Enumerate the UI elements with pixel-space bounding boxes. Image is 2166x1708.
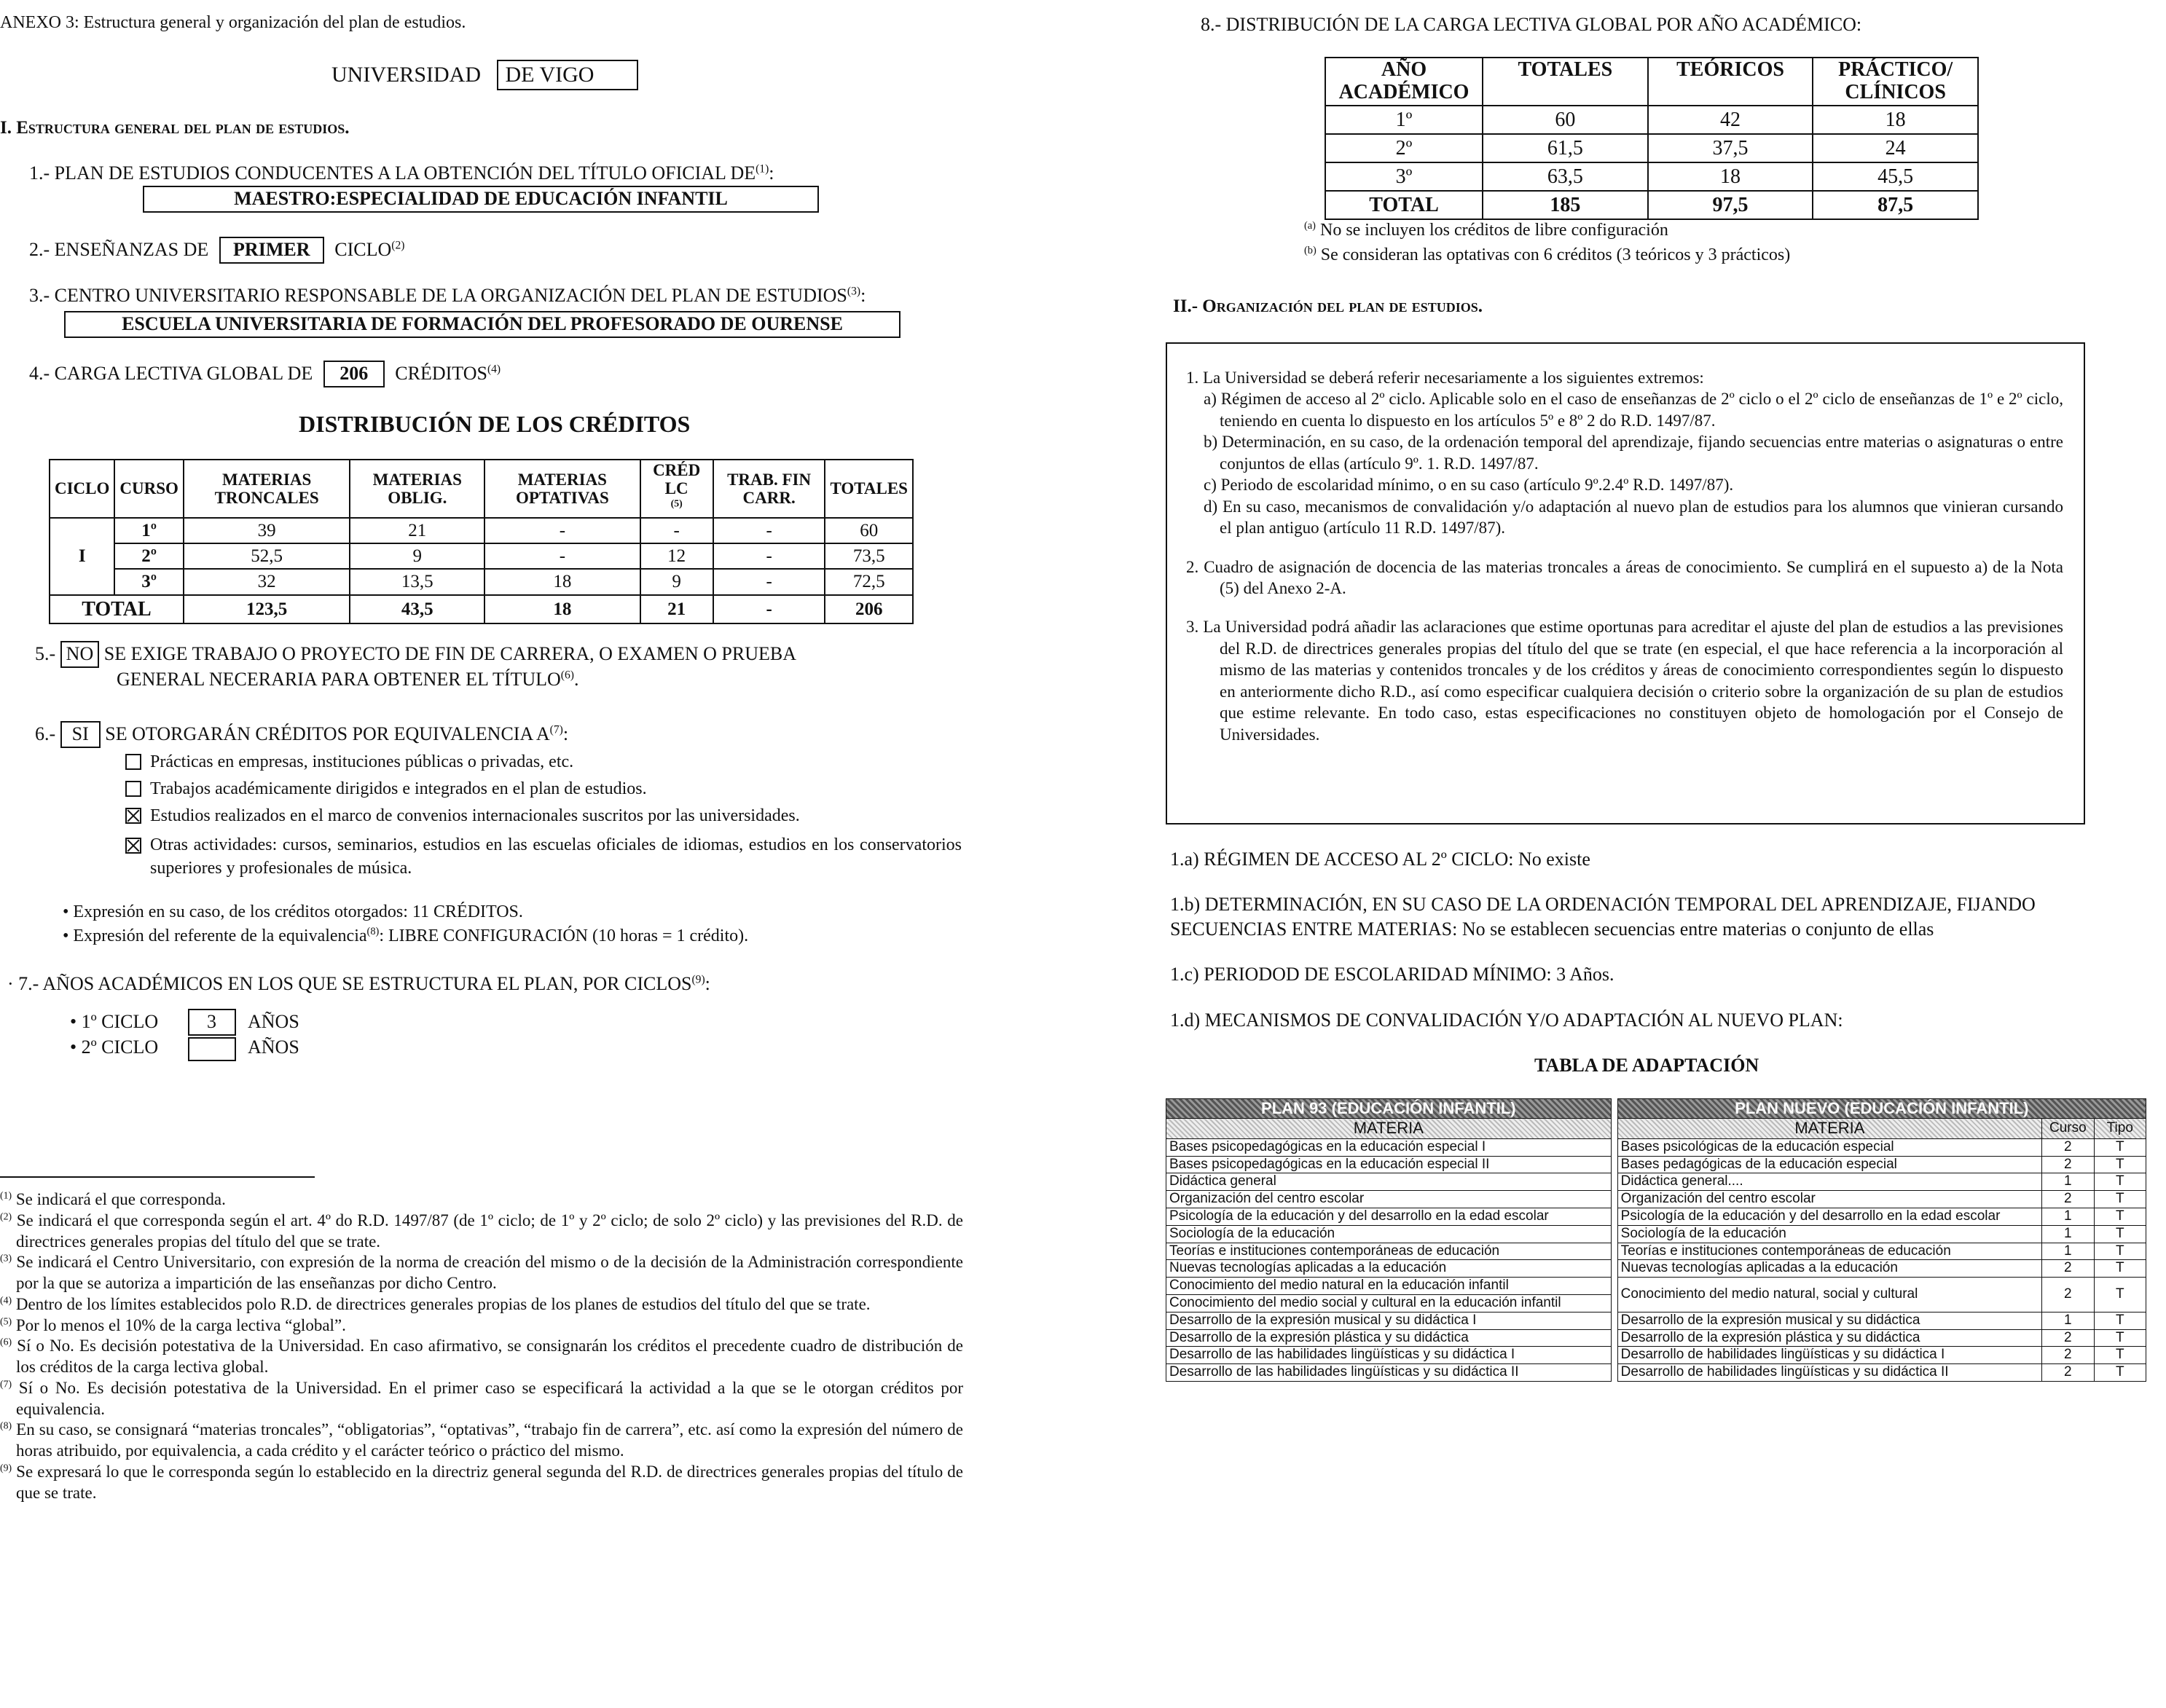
item1-label: 1.- PLAN DE ESTUDIOS CONDUCENTES A LA OBTENCIÓN DEL TÍTULO OFICIAL DE$^{(1)}$:: [29, 162, 774, 184]
answer-1d: 1.d) MECANISMOS DE CONVALIDACIÓN Y/O ADAPTACIÓN AL NUEVO PLAN:: [1170, 1010, 1843, 1031]
table-row: Conocimiento del medio social y cultural en la educación infantil: [1166, 1294, 2146, 1312]
adapt-head-row: [1166, 1099, 2146, 1119]
footnote-7: $^{(7)}$ Sí o No. Es decisión potestativa de la Universidad. En el primer caso se especificará la actividad a la que se le otorgan créditos por equivalencia.: [0, 1378, 964, 1418]
list-item: Prácticas en empresas, instituciones públicas o privadas, etc.: [125, 749, 962, 776]
item5: 5.- NO SE EXIGE TRABAJO O PROYECTO DE FIN DE CARRERA, O EXAMEN O PRUEBA GENERAL NECERARIA PARA OBTENER EL TÍTULO$^{(6)}$.: [35, 641, 960, 691]
cycle2-value: [188, 1037, 236, 1061]
table-row: 3º 32 13,5 18 9 - 72,5: [50, 569, 913, 594]
list-item: Trabajos académicamente dirigidos e integrados en el plan de estudios.: [125, 776, 962, 803]
total-row: TOTAL 185 97,5 87,5: [1325, 191, 1978, 219]
box-paragraph-3: 3. La Universidad podrá añadir las aclaraciones que estime oportunas para acreditar el ajuste del plan de estudios a las previsiones del R.D. de directrices generales propias del título del que se trate (en especial, el que hace referencia a la incorporación al mismo de las materias y contenidos troncales y de los créditos y áreas de conocimiento correspondientes según lo dispuesto en anteriormente dicho R.D., así como especificar cualquiera decisión o criterio sobre la organización de su plan de estudios que estime relevante. En todo caso, estas especificaciones no constituyen objeto de homologación por el Consejo de Universidades.: [1186, 618, 2063, 744]
note-b: $^{(b)}$ Se consideran las optativas con 6 créditos (3 teóricos y 3 prácticos): [1304, 244, 1791, 264]
table-row: 3º 63,5 18 45,5: [1325, 162, 1978, 191]
item5-box: NO: [60, 641, 100, 668]
item8-title: 8.- DISTRIBUCIÓN DE LA CARGA LECTIVA GLOBAL POR AÑO ACADÉMICO:: [1201, 14, 1862, 35]
checkbox-checked-icon[interactable]: [125, 838, 141, 854]
checkbox-checked-icon[interactable]: [125, 808, 141, 824]
answer-1c: 1.c) PERIODOD DE ESCOLARIDAD MÍNIMO: 3 Años.: [1170, 964, 1614, 985]
footnote-9: $^{(9)}$ Se expresará lo que le corresponda según lo establecido en la directriz general segunda del R.D. de directrices generales propias del título de que se trate.: [0, 1462, 963, 1502]
table-row: Bases psicopedagógicas en la educación especial I Bases psicológicas de la educación especial 2 T: [1166, 1138, 2146, 1156]
global-header-row: AÑO ACADÉMICO TOTALES TEÓRICOS PRÁCTICO/ CLÍNICOS: [1325, 58, 1978, 106]
item2-value: PRIMER: [219, 237, 324, 264]
item3-value: ESCUELA UNIVERSITARIA DE FORMACIÓN DEL PROFESORADO DE OURENSE: [64, 311, 900, 338]
cycle1-value: 3: [188, 1009, 236, 1036]
box-item-d: d) En su caso, mecanismos de convalidación y/o adaptación al nuevo plan de estudios para los alumnos que vinieran cursando el plan antiguo (artículo 11 R.D. 1497/87).: [1204, 497, 2063, 538]
annex-title: ANEXO 3: Estructura general y organización del plan de estudios.: [0, 13, 466, 32]
box-paragraph-2: 2. Cuadro de asignación de docencia de las materias troncales a áreas de conocimiento. Se cumplirá en el supuesto a) de la Nota (5) del Anexo 2-A.: [1186, 557, 2063, 597]
col-curso: CURSO: [114, 460, 184, 518]
credits-table: [49, 459, 914, 624]
col-oblig: MATERIAS OBLIG.: [350, 460, 484, 518]
table-row: Psicología de la educación y del desarrollo en la edad escolar Psicología de la educación y del desarrollo en la edad escolar 1 T: [1166, 1208, 2146, 1225]
table-row: I 1º 39 21 - - - 60: [50, 518, 913, 543]
table-row: 2º 61,5 37,5 24: [1325, 134, 1978, 162]
table-row: Desarrollo de la expresión musical y su didáctica I Desarrollo de la expresión musical y su didáctica 1 T: [1166, 1312, 2146, 1329]
section1-title: I. Estructura general del plan de estudios.: [0, 118, 350, 138]
university-value: DE VIGO: [497, 60, 638, 90]
adapt-head-old: PLAN 93 (EDUCACIÓN INFANTIL): [1166, 1099, 1612, 1119]
instructions-box: [1166, 342, 2085, 825]
footnote-3: $^{(3)}$ Se indicará el Centro Universitario, con expresión de la norma de creación del mismo o de la decisión de la Administración correspondiente por la que se autoriza a impartición de las enseñanzas por dicho Centro.: [0, 1252, 963, 1292]
cycle1-line: • 1º CICLO 3 AÑOS: [70, 1009, 299, 1036]
list-item: Estudios realizados en el marco de convenios internacionales suscritos por las universidades.: [125, 803, 962, 830]
col-totales: TOTALES: [825, 460, 913, 518]
item3-label: 3.- CENTRO UNIVERSITARIO RESPONSABLE DE LA ORGANIZACIÓN DEL PLAN DE ESTUDIOS$^{(3)}$:: [29, 285, 866, 306]
checkbox-empty-icon[interactable]: [125, 781, 141, 797]
col-troncales: MATERIAS TRONCALES: [184, 460, 350, 518]
item4-line: 4.- CARGA LECTIVA GLOBAL DE 206 CRÉDITOS$^{(4)}$: [29, 361, 501, 387]
item2-line: 2.- ENSEÑANZAS DE PRIMER CICLO$^{(2)}$: [29, 237, 404, 264]
table-row: 2º 52,5 9 - 12 - 73,5: [50, 543, 913, 569]
box-item-c: c) Periodo de escolaridad mínimo, o en su caso (artículo 9º.2.4º R.D. 1497/87).: [1204, 476, 1734, 495]
table-row: Didáctica general Didáctica general.... 1 T: [1166, 1173, 2146, 1191]
table-row: 1º 60 42 18: [1325, 106, 1978, 134]
item1-value: MAESTRO:ESPECIALIDAD DE EDUCACIÓN INFANTIL: [143, 186, 819, 213]
footnote-8: $^{(8)}$ En su caso, se consignará “materias troncales”, “obligatorias”, “optativas”, “trabajo fin de carrera”, etc. así como la expresión del número de horas atribuido, por equivalencia, a cada crédito y el carácter teórico o práctico del mismo.: [0, 1420, 963, 1460]
adaptation-title: TABLA DE ADAPTACIÓN: [1534, 1055, 1759, 1076]
section2-title: II.- Organización del plan de estudios.: [1173, 296, 1483, 316]
university-line: [331, 60, 638, 90]
cycle2-line: • 2º CICLO AÑOS: [70, 1036, 299, 1061]
checkbox-list: [125, 749, 962, 880]
checkbox-empty-icon[interactable]: [125, 754, 141, 770]
ciclo-cell: I: [50, 518, 114, 595]
item6: 6.- SI SE OTORGARÁN CRÉDITOS POR EQUIVALENCIA $A^{(7)}$:: [35, 721, 568, 748]
footnote-6: $^{(6)}$ Sí o No. Es decisión potestativa de la Universidad. En caso afirmativo, se consignarán los créditos el precedente cuadro de distribución de los créditos de la carga lectiva global.: [0, 1336, 963, 1376]
answer-1a: 1.a) RÉGIMEN DE ACCESO AL 2º CICLO: No existe: [1170, 849, 1590, 870]
col-trab: TRAB. FIN CARR.: [713, 460, 825, 518]
box-item-a: a) Régimen de acceso al 2º ciclo. Aplicable solo en el caso de enseñanzas de 2º ciclo o el 2º ciclo de enseñanzas de 1º e 2º ciclo, teniendo en cuenta lo dispuesto en los artículos 5º e 8º 2 do R.D. 1497/87.: [1204, 390, 2063, 430]
adaptation-table: [1166, 1098, 2146, 1382]
table-row: Nuevas tecnologías aplicadas a la educación Nuevas tecnologías aplicadas a la educación 2 T: [1166, 1260, 2146, 1278]
footnote-1: $^{(1)}$ Se indicará el que corresponda.: [0, 1189, 226, 1208]
footnote-5: $^{(5)}$ Por lo menos el 10% de la carga lectiva “global”.: [0, 1315, 346, 1334]
university-label: UNIVERSIDAD: [331, 63, 481, 87]
table-row: Desarrollo de las habilidades lingüísticas y su didáctica II Desarrollo de habilidades lingüísticas y su didáctica II 2 T: [1166, 1364, 2146, 1382]
bullet-credits: • Expresión en su caso, de los créditos otorgados: 11 CRÉDITOS.: [63, 902, 523, 921]
table-row: Desarrollo de las habilidades lingüísticas y su didáctica I Desarrollo de habilidades lingüísticas y su didáctica I 2 T: [1166, 1347, 2146, 1364]
footnote-4: $^{(4)}$ Dentro de los límites establecidos polo R.D. de directrices generales propias de los planes de estudios del título del que se trate.: [0, 1294, 871, 1313]
answer-1b: 1.b) DETERMINACIÓN, EN SU CASO DE LA ORDENACIÓN TEMPORAL DEL APRENDIZAJE, FIJANDO SECUENCIAS ENTRE MATERIAS: No se establecen secuencias entre materias o conjunto de ellas: [1170, 894, 2036, 940]
footnotes: [0, 1189, 963, 1503]
item4-value: 206: [323, 361, 385, 387]
bullet-equivalence: • Expresión del referente de la equivalencia$^{(8)}$: LIBRE CONFIGURACIÓN (10 horas = 1 crédito).: [63, 926, 749, 945]
adapt-sub-row: MATERIA MATERIA Curso Tipo: [1166, 1119, 2146, 1138]
item6-box: SI: [60, 721, 101, 748]
col-ciclo: CICLO: [50, 460, 114, 518]
box-paragraph-1: 1. La Universidad se deberá referir necesariamente a los siguientes extremos:: [1186, 369, 1704, 387]
global-notes: [1304, 219, 1790, 267]
global-load-table: [1325, 57, 1979, 220]
col-optativas: MATERIAS OPTATIVAS: [484, 460, 640, 518]
table-row: Teorías e instituciones contemporáneas de educación Teorías e instituciones contemporáneas de educación 1 T: [1166, 1243, 2146, 1260]
table-row: Bases psicopedagógicas en la educación especial II Bases pedagógicas de la educación especial 2 T: [1166, 1156, 2146, 1173]
list-item: Otras actividades: cursos, seminarios, estudios en las escuelas oficiales de idiomas, estudios en los conservatorios superiores y profesionales de música.: [125, 833, 962, 881]
total-row: TOTAL 123,5 43,5 18 21 - 206: [50, 595, 913, 623]
note-a: $^{(a)}$ No se incluyen los créditos de libre configuración: [1304, 220, 1668, 240]
table-row: Sociología de la educación Sociología de la educación 1 T: [1166, 1225, 2146, 1243]
footnote-2: $^{(2)}$ Se indicará el que corresponda según el art. 4º do R.D. 1497/87 (de 1º ciclo; de 1º y 2º ciclo; de solo 2º ciclo) y las previsiones del R.D. de directrices generales propias del título del que se trate.: [0, 1211, 963, 1251]
distribution-title: DISTRIBUCIÓN DE LOS CRÉDITOS: [299, 411, 691, 437]
table-row: Conocimiento del medio natural en la educación infantil Conocimiento del medio natural, social y cultural 2 T: [1166, 1278, 2146, 1295]
credits-header-row: [50, 460, 913, 518]
item7-label: · 7.- AÑOS ACADÉMICOS EN LOS QUE SE ESTRUCTURA EL PLAN, POR CICLOS$^{(9)}$:: [7, 973, 710, 994]
box-item-b: b) Determinación, en su caso, de la ordenación temporal del aprendizaje, fijando secuencias entre materias o asignaturas o entre conjuntos de ellas (artículo 9º. 1. R.D. 1497/87.: [1204, 433, 2063, 473]
adapt-head-new: PLAN NUEVO (EDUCACIÓN INFANTIL): [1617, 1099, 2146, 1119]
table-row: Organización del centro escolar Organización del centro escolar 2 T: [1166, 1191, 2146, 1208]
table-row: Desarrollo de la expresión plástica y su didáctica Desarrollo de la expresión plástica y su didáctica 2 T: [1166, 1329, 2146, 1347]
footnote-divider: [0, 1176, 315, 1178]
col-cred-lc: CRÉD LC $^{(5)}$: [640, 460, 713, 518]
